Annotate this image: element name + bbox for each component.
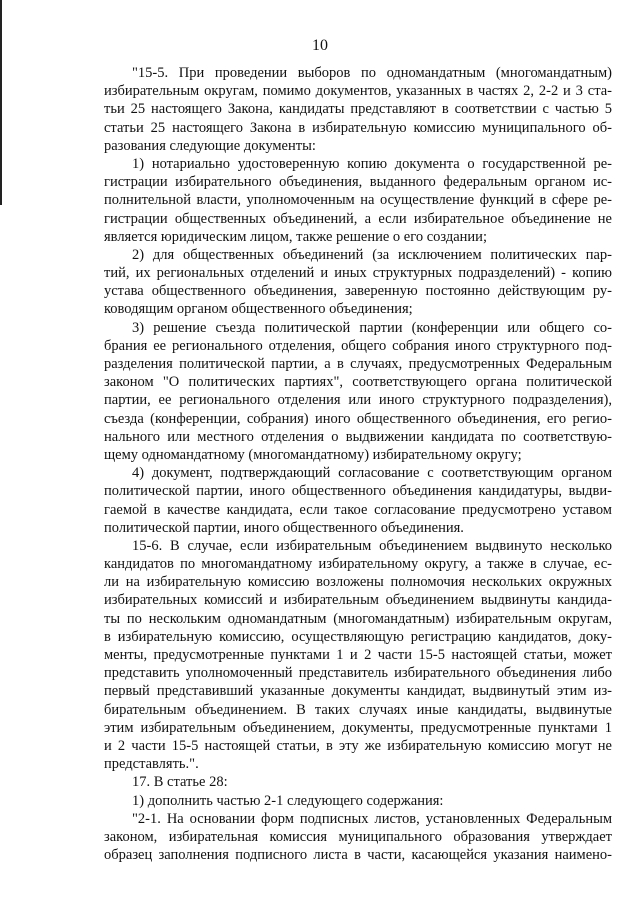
text-line: гистрации общественных объединений, а если избирательное объединение не bbox=[104, 210, 612, 227]
text-line: первый представивший указанные документы кандидат, выдвинутый этим из- bbox=[104, 683, 612, 700]
text-line: брания ее регионального отделения, общего собрания иного структурного под- bbox=[104, 337, 612, 354]
text-line: полнительной власти, уполномоченным на осуществление функций в сфере ре- bbox=[104, 192, 612, 209]
document-body bbox=[104, 64, 612, 864]
text-line: в избирательную комиссию, осуществляющую регистрацию кандидатов, доку- bbox=[104, 628, 612, 645]
text-line: является юридическим лицом, также решение о его создании; bbox=[104, 228, 487, 245]
text-line: политической партии, иного общественного объединения кандидатуры, выдви- bbox=[104, 483, 612, 500]
text-line: 15-6. В случае, если избирательным объединением выдвинуто несколько bbox=[132, 537, 612, 554]
text-line: гаемой в качестве кандидата, если такое согласование предусмотрено уставом bbox=[104, 501, 612, 518]
text-line: 3) решение съезда политической партии (конференции или общего со- bbox=[132, 319, 612, 336]
text-line: разделения политической партии, а в случаях, предусмотренных Федеральным bbox=[104, 356, 612, 372]
text-line: ты по нескольким одномандатным (многомандатным) избирательным округам, bbox=[104, 610, 612, 627]
text-line: законом "О политических партиях", соответствующего органа политической bbox=[104, 374, 612, 391]
scan-edge-line bbox=[0, 0, 2, 205]
text-line: тий, их региональных отделений и иных структурных подразделений) - копию bbox=[104, 265, 612, 282]
text-line: избирательным округам, помимо документов, указанных в частях 2, 2-2 и 3 ста- bbox=[104, 83, 612, 100]
text-line: нального или местного отделения о выдвижении кандидата по соответствую- bbox=[104, 428, 612, 445]
text-line: представить уполномоченный представитель избирательного объединения либо bbox=[104, 665, 612, 682]
page-number: 10 bbox=[312, 37, 328, 54]
text-line: кандидатов по многомандатному избирательному округу, а также в случае, ес- bbox=[104, 556, 612, 573]
text-line: съезда (конференции, собрания) иного общественного объединения, его регио- bbox=[104, 410, 612, 427]
text-line: ководящим органом общественного объединения; bbox=[104, 301, 413, 318]
text-line: ли на избирательную комиссию возложены полномочия нескольких окружных bbox=[104, 574, 612, 591]
text-line: 17. В статье 28: bbox=[132, 774, 228, 791]
text-line: устава общественного объединения, заверенную постоянно действующим ру- bbox=[104, 283, 612, 300]
text-line: 1) дополнить частью 2-1 следующего содержания: bbox=[132, 792, 444, 809]
text-line: 4) документ, подтверждающий согласование с соответствующим органом bbox=[132, 465, 612, 482]
text-line: и 2 части 15-5 настоящей статьи, в эту же избирательную комиссию могут не bbox=[104, 737, 612, 754]
text-line: разования следующие документы: bbox=[104, 137, 316, 154]
text-line: 1) нотариально удостоверенную копию документа о государственной ре- bbox=[132, 155, 612, 172]
text-line: гистрации избирательного объединения, выданного федеральным органом ис- bbox=[104, 174, 612, 191]
text-line: представлять.". bbox=[104, 756, 199, 773]
text-line: менты, предусмотренные пунктами 1 и 2 части 15-5 настоящей статьи, может bbox=[104, 647, 612, 663]
text-line: "15-5. При проведении выборов по одномандатным (многомандатным) bbox=[132, 65, 612, 81]
text-line: законом, избирательная комиссия муниципального образования утверждает bbox=[104, 828, 612, 845]
text-line: этим избирательным объединением, документы, предусмотренные пунктами 1 bbox=[104, 719, 612, 736]
text-line: бирательным объединением. В таких случаях иные кандидаты, выдвинутые bbox=[104, 701, 612, 718]
text-line: тьи 25 настоящего Закона, кандидаты представляют в соответствии с частью 5 bbox=[104, 101, 612, 118]
text-line: политической партии, иного общественного объединения. bbox=[104, 519, 464, 536]
text-line: щему одномандатному (многомандатному) избирательному округу; bbox=[104, 446, 522, 463]
text-line: 2) для общественных объединений (за исключением политических пар- bbox=[132, 246, 612, 263]
text-line: образец заполнения подписного листа в части, касающейся указания наимено- bbox=[104, 847, 612, 864]
text-line: избирательных комиссий и избирательным объединением выдвинуты кандида- bbox=[104, 592, 612, 609]
text-line: "2-1. На основании форм подписных листов, установленных Федеральным bbox=[132, 810, 612, 827]
text-line: статьи 25 настоящего Закона в избирательную комиссию муниципального об- bbox=[104, 119, 612, 136]
text-line: партии, ее регионального отделения или иного структурного подразделения), bbox=[104, 392, 612, 409]
